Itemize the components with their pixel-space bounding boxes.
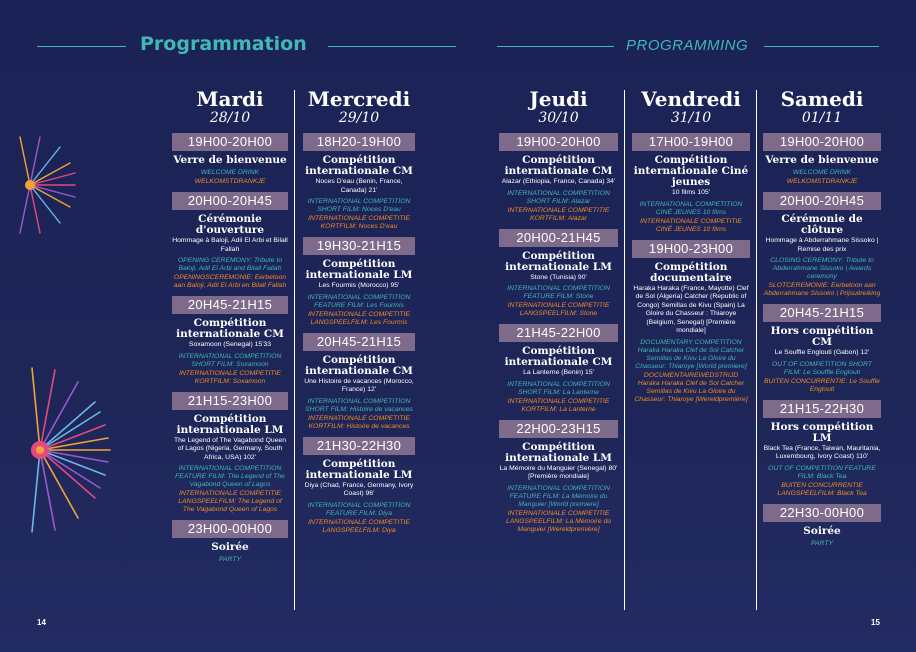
event-block xyxy=(297,259,421,327)
day-name: Vendredi xyxy=(641,87,741,111)
event-dutch: WELKOMSTDRANKJE xyxy=(194,178,266,185)
event-english: OPENING CEREMONY: Tribute to Baloji, Adil El Arbi and Bilall Fallah xyxy=(177,257,283,272)
event-english: INTERNATIONAL COMPETITION SHORT FILM: Histoire de vacances xyxy=(305,397,413,413)
event-english: INTERNATIONAL COMPETITION FEATURE FILM: Stone xyxy=(507,285,610,300)
event-dutch: INTERNATIONALE COMPETITIE LANGSPEELFILM: La Mémoire du Manguier [Wereldpremière] xyxy=(505,509,612,533)
event-block xyxy=(297,459,421,535)
event-english: DOCUMENTARY COMPETITION Haraka Haraka Clef de Sol Catcher Semillas de Kivu La Gloire du Chasseur: Thiaroye [World premiere] xyxy=(635,338,747,370)
event-english: INTERNATIONAL COMPETITION FEATURE FILM: The Legend of The Vagabond Queen of Lagos xyxy=(175,465,285,488)
firework-icon xyxy=(0,130,90,240)
event-english: INTERNATIONAL COMPETITION FEATURE FILM: Les Fourmis xyxy=(307,293,411,309)
day-date: 30/10 xyxy=(538,110,579,126)
event-details: The Legend of The Vagabond Queen of Lagos (Nigeria, Germany, South Africa, USA) 102' xyxy=(174,436,286,461)
event-dutch: BUITEN CONCURRENTIE: Le Souffle Englouti xyxy=(764,377,880,393)
event-title: Hors compétition CM xyxy=(770,325,874,348)
event-block xyxy=(757,326,887,394)
time-slot-bar: 20H45-21H15 xyxy=(763,304,881,322)
time-slot-bar: 19H00-20H00 xyxy=(499,133,618,151)
time-slot-bar: 22H00-23H15 xyxy=(499,420,618,438)
event-english: CLOSING CEREMONY: Tribute to Abderrahmane Sissoko | Awards ceremony xyxy=(770,257,874,280)
time-slot-bar: 19H00-20H00 xyxy=(763,133,881,151)
event-block xyxy=(493,442,624,534)
event-dutch: INTERNATIONALE COMPETITIE LANGSPEELFILM: Les Fourmis xyxy=(308,310,410,326)
time-slot-bar: 18H20-19H00 xyxy=(303,133,415,151)
event-dutch: INTERNATIONALE COMPETITIE KORTFILM: Noces D'eau xyxy=(308,215,410,230)
time-slot-bar: 21H30-22H30 xyxy=(303,437,415,455)
event-details: Une Histoire de vacances (Morocco, France) 12' xyxy=(304,377,414,393)
page-number-right: 15 xyxy=(871,618,880,627)
event-dutch: BUITEN CONCURRENTIE LANGSPEELFILM: Black Tea xyxy=(777,481,867,497)
event-english: OUT OF COMPETITION SHORT FILM: Le Souffle Englouti xyxy=(771,360,873,376)
time-slot-bar: 19H00-20H00 xyxy=(172,133,288,151)
firework-icon xyxy=(0,355,125,545)
time-slot-bar: 20H45-21H15 xyxy=(172,296,288,314)
event-block xyxy=(166,542,294,564)
time-slot-bar: 19H00-23H00 xyxy=(632,240,750,258)
event-english: INTERNATIONAL COMPETITION FEATURE FILM: La Mémoire du Manguier [World premiere] xyxy=(507,484,610,508)
day-column-jeudi xyxy=(493,88,624,540)
event-block xyxy=(166,155,294,186)
event-title: Compétition internationale LM xyxy=(505,249,612,273)
event-title: Compétition internationale CM xyxy=(176,317,284,340)
event-title: Compétition internationale LM xyxy=(305,258,413,281)
event-block xyxy=(757,214,887,298)
event-english: PARTY xyxy=(218,556,242,563)
event-title: Compétition internationale CM xyxy=(305,353,413,377)
event-dutch: INTERNATIONALE COMPETITIE LANGSPEELFILM: Diya xyxy=(308,518,410,534)
event-title: Verre de bienvenue xyxy=(765,154,879,166)
event-details: Hommage à Baloji, Adil El Arbi et Bilall Fallah xyxy=(172,237,288,253)
time-slot-bar: 21H45-22H00 xyxy=(499,324,618,342)
event-english: WELCOME DRINK xyxy=(792,169,852,176)
event-block xyxy=(493,251,624,319)
time-slot-bar: 20H00-21H45 xyxy=(499,229,618,247)
event-dutch: SLOTCEREMONIE: Eerbetoon aan Abderrahmane Sissoko | Prijsuitreiking xyxy=(763,282,881,297)
day-column-mardi xyxy=(166,88,294,570)
page-title-right: PROGRAMMING xyxy=(626,37,749,54)
day-date: 29/10 xyxy=(338,110,380,126)
event-details: La Mémoire du Manguier (Senegal) 80' [Première mondiale] xyxy=(499,464,618,480)
event-title: Compétition internationale LM xyxy=(176,412,284,436)
event-title: Cérémonie d'ouverture xyxy=(195,213,265,236)
event-dutch: INTERNATIONALE COMPETITIE KORTFILM: La Lanterne xyxy=(507,397,610,413)
event-title: Compétition internationale Ciné jeunes xyxy=(633,154,749,188)
event-title: Soirée xyxy=(803,524,841,537)
column-divider xyxy=(624,90,625,610)
event-english: INTERNATIONAL COMPETITION SHORT FILM: Soxamoon xyxy=(178,352,282,368)
event-title: Compétition internationale CM xyxy=(504,154,613,177)
event-english: INTERNATIONAL COMPETITION SHORT FILM: Noces D'eau xyxy=(307,198,411,213)
event-english: INTERNATIONAL COMPETITION SHORT FILM: La Lanterne xyxy=(507,380,610,396)
page-number-left: 14 xyxy=(37,618,46,627)
event-title: Compétition internationale LM xyxy=(505,440,612,464)
event-block xyxy=(297,355,421,431)
day-name: Jeudi xyxy=(529,87,588,111)
event-details: Haraka Haraka (France, Mayotte) Clef de Sol (Algeria) Catcher (Republic of Congo) Semillas de Kivu (Spain) La Gloire du Chasseur : Thiaroye (Belgium, Senegal) [Première mondiale] xyxy=(633,284,749,334)
event-english: OUT OF COMPETITION FEATURE FILM: Black Tea xyxy=(768,464,876,480)
event-details: Hommage à Abderrahmane Sissoko | Remise des prix xyxy=(765,237,879,253)
event-details: Les Fourmis (Morocco) 95' xyxy=(318,282,400,289)
event-dutch: INTERNATIONALE COMPETITIE LANGSPEELFILM: Stone xyxy=(507,302,610,317)
event-block xyxy=(166,414,294,515)
time-slot-bar: 23H00-00H00 xyxy=(172,520,288,538)
event-block xyxy=(626,262,756,404)
event-dutch: INTERNATIONALE COMPETITIE KORTFILM: Histoire de vacances xyxy=(308,414,410,430)
event-details: Alazar (Ethiopia, France, Canada) 34' xyxy=(501,178,616,185)
header-rule-right xyxy=(764,46,879,47)
event-dutch: WELKOMSTDRANKJE xyxy=(786,178,858,185)
time-slot-bar: 21H15-22H30 xyxy=(763,400,881,418)
time-slot-bar: 20H45-21H15 xyxy=(303,333,415,351)
event-block xyxy=(166,214,294,290)
time-slot-bar: 19H30-21H15 xyxy=(303,237,415,255)
event-title: Compétition documentaire xyxy=(650,260,732,284)
day-date: 28/10 xyxy=(209,110,251,126)
event-details: Black Tea (France, Taiwan, Mauritania, Luxembourg, Ivory Coast) 110' xyxy=(763,444,881,460)
event-english: INTERNATIONAL COMPETITION FEATURE FILM: Diya xyxy=(307,501,411,517)
event-dutch: OPENINGSCEREMONIE: Eerbetoon aan Baloji, Adil El Arbi en Bilall Fallah xyxy=(173,274,287,289)
day-name: Mercredi xyxy=(307,87,411,111)
time-slot-bar: 17H00-19H00 xyxy=(632,133,750,151)
page-title-left: Programmation xyxy=(140,33,307,55)
day-date: 31/10 xyxy=(670,110,712,126)
day-name: Samedi xyxy=(780,87,864,111)
day-column-vendredi xyxy=(626,88,756,410)
event-block xyxy=(493,155,624,223)
event-dutch: INTERNATIONALE COMPETITIE KORTFILM: Alazar xyxy=(507,206,610,222)
event-block xyxy=(757,422,887,498)
event-block xyxy=(757,526,887,548)
event-title: Soirée xyxy=(211,541,249,553)
time-slot-bar: 20H00-20H45 xyxy=(763,192,881,210)
day-column-samedi xyxy=(757,88,887,554)
time-slot-bar: 22H30-00H00 xyxy=(763,504,881,522)
event-block xyxy=(493,346,624,414)
header-rule-left xyxy=(37,46,126,47)
day-name: Mardi xyxy=(196,87,264,111)
event-dutch: INTERNATIONALE COMPETITIE LANGSPEELFILM: The Legend of The Vagabond Queen of Lagos xyxy=(178,490,282,513)
time-slot-bar: 21H15-23H00 xyxy=(172,392,288,410)
event-english: INTERNATIONAL COMPETITION CINÉ JEUNES 10 films xyxy=(639,200,743,216)
event-details: Soxamoon (Senegal) 15'33 xyxy=(188,341,272,348)
event-dutch: DOCUMENTAIREWEDSTRIJD Haraka Haraka Clef de Sol Catcher Semillas de Kivu La Gloire du Chasseur: Thiaroye [Wereldpremière] xyxy=(634,371,748,403)
event-details: Noces D'eau (Benin, France, Canada) 21' xyxy=(315,178,403,194)
event-details: Diya (Chad, France, Germany, Ivory Coast) 96' xyxy=(304,481,414,497)
event-details: Le Souffle Englouti (Gabon) 12' xyxy=(774,349,870,356)
event-english: INTERNATIONAL COMPETITION SHORT FILM: Alazar xyxy=(507,189,610,205)
event-title: Cérémonie de clôture xyxy=(781,213,863,236)
header-rule-middle-right xyxy=(497,46,614,47)
column-divider xyxy=(294,90,295,610)
header-rule-middle-left xyxy=(328,46,456,47)
day-column-mercredi xyxy=(297,88,421,541)
time-slot-bar: 20H00-20H45 xyxy=(172,192,288,210)
event-details: 10 films 105' xyxy=(672,189,710,196)
event-dutch: INTERNATIONALE COMPETITIE CINÉ JEUNES 10 films xyxy=(640,217,742,233)
event-block xyxy=(297,155,421,231)
event-block xyxy=(166,318,294,386)
event-title: Compétition internationale CM xyxy=(504,345,613,368)
event-title: Verre de bienvenue xyxy=(173,154,287,166)
event-details: Stone (Tunisia) 90' xyxy=(530,273,587,281)
event-english: WELCOME DRINK xyxy=(200,169,260,176)
day-date: 01/11 xyxy=(801,110,843,126)
event-block xyxy=(626,155,756,234)
event-title: Hors compétition LM xyxy=(770,420,874,444)
event-details: La Lanterne (Benin) 15' xyxy=(523,369,594,376)
event-title: Compétition internationale CM xyxy=(305,154,413,177)
event-block xyxy=(757,155,887,186)
event-title: Compétition internationale LM xyxy=(305,457,413,481)
event-dutch: INTERNATIONALE COMPETITIE KORTFILM: Soxamoon xyxy=(179,369,281,385)
event-english: PARTY xyxy=(810,539,834,547)
